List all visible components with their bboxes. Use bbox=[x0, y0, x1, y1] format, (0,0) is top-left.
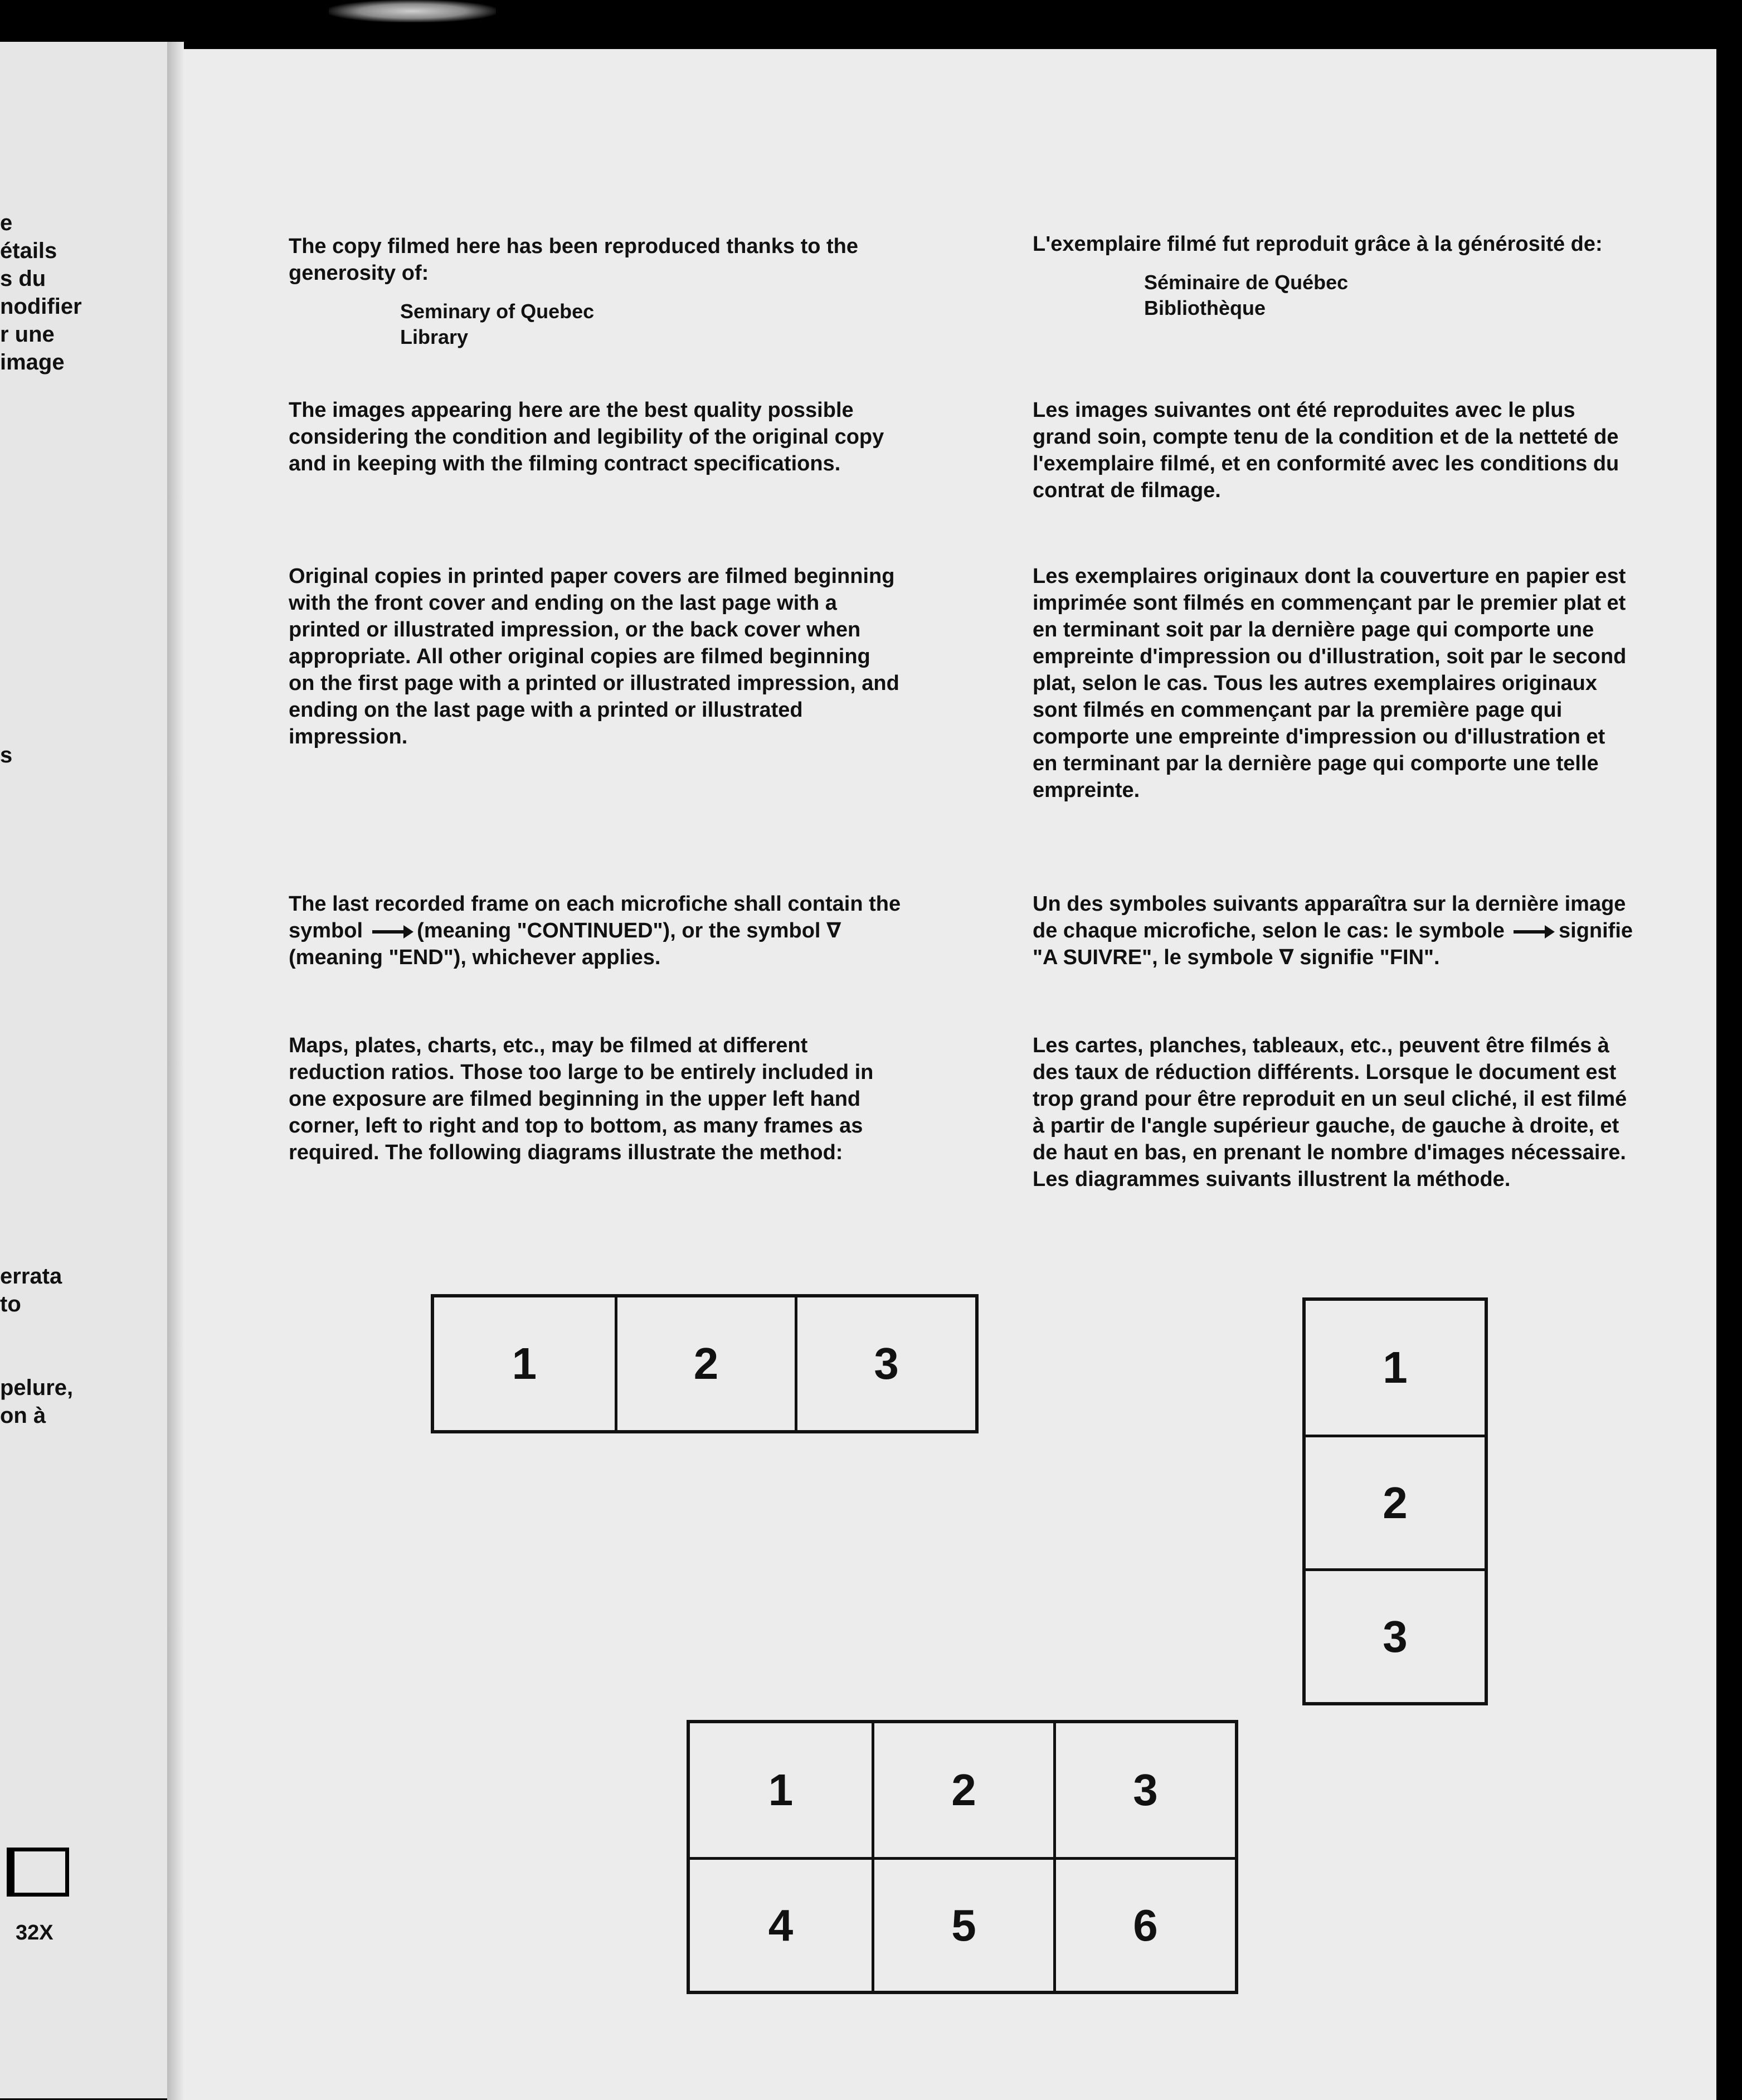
english-library-name: Seminary of Quebec bbox=[400, 300, 595, 323]
diagram-cell: 5 bbox=[872, 1857, 1053, 1991]
left-page-fragment bbox=[0, 42, 177, 2098]
diagram-cell: 4 bbox=[690, 1857, 872, 1991]
left-fragment: on à bbox=[0, 1403, 46, 1428]
english-symbols-text: (meaning "CONTINUED"), or the symbol ∇ (meaning "END"), whichever applies. bbox=[289, 919, 841, 969]
english-paragraph: The images appearing here are the best quality possible considering the condition and legibility of the original copy and in keeping with the filming contract specifications. bbox=[289, 398, 884, 475]
french-symbols-text: Un des symboles suivants apparaîtra sur la dernière image de chaque microfiche, selon le cas: le symbole bbox=[1033, 892, 1626, 942]
french-symbols-text: signifie "A SUIVRE", le symbole ∇ signifie "FIN". bbox=[1033, 919, 1633, 969]
diagram-grid bbox=[687, 1720, 1238, 1994]
diagram-cell: 3 bbox=[1306, 1568, 1485, 1702]
reduction-label: 32X bbox=[16, 1921, 53, 1945]
diagram-cell: 1 bbox=[512, 1339, 537, 1388]
diagram-cell: 3 bbox=[795, 1297, 975, 1430]
english-acknowledgement bbox=[289, 233, 902, 350]
left-fragment: r une bbox=[0, 322, 55, 347]
diagram-cell: 1 bbox=[768, 1765, 794, 1815]
french-paragraph: Les cartes, planches, tableaux, etc., peuvent être filmés à des taux de réduction différents. Lorsque le document est trop grand pour être reproduit en un seul cliché, il est filmé à partir de l'angle supérieur gauche, de gauche à droite, et de haut en bas, en prenant le nombre d'images nécessaire. Les diagrammes suivants illustrent la méthode. bbox=[1033, 1034, 1627, 1191]
continued-arrow-icon bbox=[1514, 930, 1549, 934]
diagram-cell: 6 bbox=[1053, 1857, 1235, 1991]
left-fragment: e bbox=[0, 211, 13, 235]
french-symbols-paragraph bbox=[1033, 891, 1634, 971]
left-fragment: errata bbox=[0, 1264, 62, 1289]
diagram-cell: 2 bbox=[615, 1297, 795, 1430]
page-gutter bbox=[167, 42, 184, 2100]
english-symbols-text: The last recorded frame on each microfiche shall contain the symbol bbox=[289, 892, 901, 942]
english-paragraph: Original copies in printed paper covers are filmed beginning with the front cover and ending on the last page with a printed or illustrated impression, or the back cover when appropriate. All other original copies are filmed beginning on the first page with a printed or illustrated impression, and ending on the last page with a printed or illustrated impression. bbox=[289, 565, 899, 748]
diagram-cell: 3 bbox=[1053, 1723, 1235, 1857]
diagram-cell: 1 bbox=[1383, 1343, 1408, 1392]
diagram-cell: 2 bbox=[1306, 1435, 1485, 1568]
english-symbols-paragraph bbox=[289, 891, 902, 971]
french-library-name: Séminaire de Québec bbox=[1144, 271, 1349, 294]
french-paragraph: L'exemplaire filmé fut reproduit grâce à la générosité de: bbox=[1033, 232, 1603, 256]
left-fragment: s bbox=[0, 743, 13, 767]
english-paragraph: The copy filmed here has been reproduced thanks to the generosity of: bbox=[289, 235, 858, 285]
left-fragment: nodifier bbox=[0, 294, 82, 319]
left-fragment: s du bbox=[0, 266, 46, 291]
french-acknowledgement bbox=[1033, 231, 1634, 321]
diagram-cell: 2 bbox=[872, 1723, 1053, 1857]
left-fragment: to bbox=[0, 1292, 21, 1316]
left-fragment: image bbox=[0, 350, 65, 375]
left-fragment: pelure, bbox=[0, 1375, 74, 1400]
french-library-name: Bibliothèque bbox=[1144, 296, 1266, 319]
english-library-name: Library bbox=[400, 325, 469, 348]
reduction-box bbox=[7, 1848, 69, 1897]
diagram-vertical bbox=[1302, 1297, 1488, 1705]
continued-arrow-icon bbox=[372, 930, 408, 934]
scan-blot bbox=[329, 0, 496, 22]
diagram-horizontal bbox=[431, 1294, 979, 1433]
french-paragraph: Les images suivantes ont été reproduites avec le plus grand soin, compte tenu de la condition et de la netteté de l'exemplaire filmé, et en conformité avec les conditions du contrat de filmage. bbox=[1033, 398, 1619, 502]
french-paragraph: Les exemplaires originaux dont la couverture en papier est imprimée sont filmés en commençant par le premier plat et en terminant soit par la dernière page qui comporte une empreinte d'impression ou d'illustration, soit par le second plat, selon le cas. Tous les autres exemplaires originaux sont filmés en commençant par la première page qui comporte une empreinte d'impression ou d'illustration et en terminant par la dernière page qui comporte une telle empreinte. bbox=[1033, 565, 1627, 802]
left-fragment: étails bbox=[0, 239, 57, 263]
english-paragraph: Maps, plates, charts, etc., may be filmed at different reduction ratios. Those too large to be entirely included in one exposure are filmed beginning in the upper left hand corner, left to right and top to bottom, as many frames as required. The following diagrams illustrate the method: bbox=[289, 1034, 874, 1164]
